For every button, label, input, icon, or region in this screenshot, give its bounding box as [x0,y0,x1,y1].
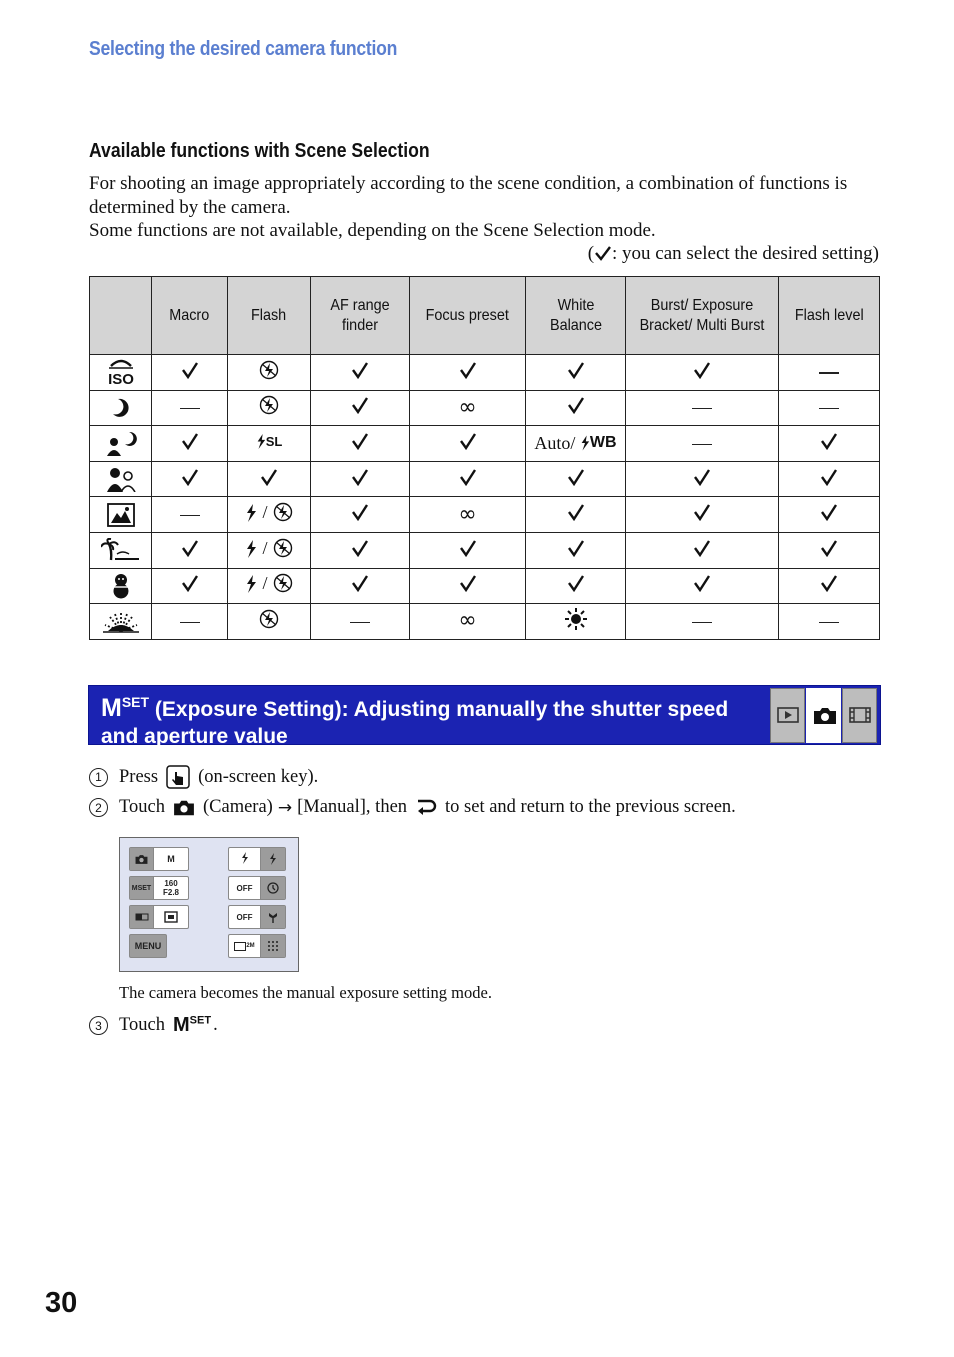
flash-icon [245,575,257,593]
mset-icon: $M^{SET}$ [172,1014,212,1036]
lcd-shutter: 160 [164,879,178,888]
step-text: . [213,1015,218,1035]
playback-icon [777,706,799,724]
check-icon [351,574,369,592]
infinity-mark: ∞ [458,501,477,527]
table-cell [228,390,311,426]
table-cell [311,426,410,462]
separator: / [262,502,268,523]
check-icon [693,361,711,379]
table-cell [311,532,410,568]
check-icon [459,539,477,557]
table-cell [410,355,526,391]
lcd-aperture: F2.8 [162,888,179,897]
table-cell [228,568,311,604]
table-cell [526,355,626,391]
check-icon [820,468,838,486]
table-cell [626,355,779,391]
check-icon [567,361,585,379]
check-icon [459,574,477,592]
check-icon [181,361,199,379]
check-icon [567,503,585,521]
table-cell [152,497,228,533]
lcd-off-label: OFF [236,912,253,922]
table-cell [311,461,410,497]
lcd-mode-label: M [167,854,175,864]
scene-cell [90,497,152,533]
table-cell [526,497,626,533]
twilight-portrait-icon [105,430,137,456]
table-cell [152,390,228,426]
landscape-icon [107,503,135,527]
table-header-scene [90,277,152,355]
table-cell [228,604,311,640]
lcd-caption: The camera becomes the manual exposure setting mode. [119,983,492,1002]
lcd-mode-key [129,847,189,871]
image-size-icon [234,942,246,951]
flash-off-icon [273,502,293,522]
table-cell [626,426,779,462]
flash-off-icon [273,573,293,593]
table-cell [779,355,880,391]
table-cell [311,604,410,640]
check-icon [351,503,369,521]
flash-icon [241,852,249,864]
check-icon [567,574,585,592]
table-cell [311,497,410,533]
scene-cell [90,355,152,391]
scene-cell [90,604,152,640]
table-row [90,604,880,640]
flash-icon [256,434,266,449]
flash-icon [580,435,590,451]
table-cell [626,532,779,568]
dash-mark [819,408,839,409]
step-2 [89,797,736,818]
step-text: (on-screen key). [198,766,319,787]
scene-cell [90,568,152,604]
step-text: Press [119,766,159,787]
svg-text:ISO: ISO [107,371,134,387]
flash-icon [269,853,277,865]
flash-off-icon [273,538,293,558]
scene-cell [90,390,152,426]
flash-off-icon [259,360,279,380]
table-cell [152,568,228,604]
dash-mark [180,622,200,623]
check-icon [693,539,711,557]
beach-icon [101,538,141,562]
table-row [90,390,880,426]
mset-icon: $M^{SET}$ [101,694,150,722]
lcd-mset-label: MSET [130,877,154,899]
check-icon [181,468,199,486]
dash-mark [819,372,839,373]
step-number: 1 [89,768,108,787]
intro-line-1: For shooting an image appropriately according to the scene condition, a combination of functions is determined by the camera. [89,173,848,218]
check-icon [567,468,585,486]
dash-mark [350,622,370,623]
camera-icon [173,799,195,817]
banner-title [101,689,761,750]
lcd-selftimer-key [228,876,286,900]
table-cell [410,497,526,533]
macro-tulip-icon [267,911,279,923]
page-number: 30 [45,1287,78,1319]
table-cell [779,532,880,568]
table-header-row [90,277,880,355]
check-icon [820,503,838,521]
table-cell [228,461,311,497]
step-text: (Camera) [202,797,273,817]
table-header-white-balance: White Balance [526,277,626,355]
lcd-screen-illustration [119,837,299,972]
table-header-burst: Burst/ Exposure Bracket/ Multi Burst [626,277,779,355]
movie-icon [849,706,871,724]
lcd-menu-key: MENU [129,934,167,958]
table-cell [526,604,626,640]
table-row [90,497,880,533]
dash-mark [180,515,200,516]
step-text: [Manual], then [297,797,408,817]
table-header-focus-preset: Focus preset [410,277,526,355]
check-icon [693,503,711,521]
intro-line-2: Some functions are not available, depending on the Scene Selection mode. [89,220,656,241]
check-icon [351,361,369,379]
flash-icon [245,540,257,558]
exposure-setting-banner [88,685,881,748]
lcd-size-label: 2M [246,943,255,949]
table-cell [626,604,779,640]
table-cell [410,461,526,497]
check-icon [181,432,199,450]
separator: / [262,537,268,558]
table-row [90,426,880,462]
table-cell [526,532,626,568]
table-cell [410,390,526,426]
check-icon [820,432,838,450]
table-cell [526,461,626,497]
check-icon [567,539,585,557]
scene-functions-table [89,276,880,640]
table-cell [152,461,228,497]
mode-playback [770,688,805,743]
high-sensitivity-iso-icon [106,358,136,386]
auto-flash-wb: Auto/ WB [534,432,617,453]
check-icon [459,432,477,450]
table-cell [410,532,526,568]
table-cell [410,568,526,604]
flash-off-icon [259,609,279,629]
dash-mark [692,622,712,623]
camera-icon [135,854,148,865]
dash-mark [692,444,712,445]
table-cell [152,426,228,462]
table-header-flash-level: Flash level [779,277,880,355]
table-cell [526,426,626,462]
check-icon [351,539,369,557]
table-cell [152,532,228,568]
table-cell [311,355,410,391]
return-icon [415,798,437,818]
table-cell [228,426,311,462]
check-icon [693,574,711,592]
table-cell [152,355,228,391]
step-number: 2 [89,798,108,817]
table-cell [410,426,526,462]
table-cell [626,497,779,533]
step-number: 3 [89,1016,108,1035]
fireworks-icon [102,609,140,633]
table-cell [779,497,880,533]
legend-note: ( : you can select the desired setting) [587,243,879,264]
lcd-image-size-key [228,934,286,958]
slow-sync-icon: SL [256,434,283,449]
running-head: Selecting the desired camera function [89,38,398,60]
mode-camera [806,688,841,743]
table-cell [311,390,410,426]
step-text: Touch [119,797,165,817]
check-icon [351,432,369,450]
step-3 [89,1014,218,1037]
scene-cell [90,461,152,497]
lcd-macro-key [228,905,286,929]
table-row [90,568,880,604]
table-cell [626,461,779,497]
arrow-icon: → [277,797,293,818]
table-cell [152,604,228,640]
flash-icon [245,504,257,522]
table-header-macro: Macro [152,277,228,355]
infinity-mark: ∞ [458,394,477,420]
check-icon [260,468,278,486]
table-cell [526,390,626,426]
table-cell [626,568,779,604]
infinity-mark: ∞ [458,608,477,634]
check-icon [181,574,199,592]
table-cell [228,532,311,568]
lcd-mset-key [129,876,189,900]
dash-mark [180,408,200,409]
table-cell [779,426,880,462]
scene-cell [90,532,152,568]
dash-mark [692,408,712,409]
table-cell [779,390,880,426]
check-icon [459,468,477,486]
brightness-icon [135,912,149,922]
table-cell [311,568,410,604]
intro-text [89,172,879,243]
table-cell [228,355,311,391]
table-cell [779,604,880,640]
camera-icon [813,706,837,726]
flash-wb-icon: WB [580,434,617,452]
snow-icon [110,573,132,599]
check-icon [693,468,711,486]
table-cell [779,568,880,604]
step-text: to set and return to the previous screen. [445,797,736,817]
lcd-metering-key [129,905,189,929]
table-cell [410,604,526,640]
table-header-flash: Flash [228,277,311,355]
quality-dots-icon [267,940,279,952]
table-cell [228,497,311,533]
table-row [90,355,880,391]
check-icon [594,245,612,261]
check-icon [351,396,369,414]
legend-note-text: : you can select the desired setting) [612,243,879,264]
flash-off-icon [259,395,279,415]
table-cell [779,461,880,497]
table-cell [526,568,626,604]
check-icon [459,361,477,379]
check-icon [351,468,369,486]
step-text: Touch [119,1015,165,1035]
section-heading: Available functions with Scene Selection [89,140,430,162]
twilight-moon-icon [110,397,132,419]
check-icon [181,539,199,557]
soft-snap-icon [106,466,136,492]
check-icon [820,574,838,592]
daylight-icon [564,607,588,631]
table-row [90,532,880,568]
separator: / [262,573,268,594]
touch-key-icon [166,765,190,789]
check-icon [820,539,838,557]
step-1 [89,765,318,789]
metering-icon [164,911,178,923]
dash-mark [819,622,839,623]
mode-movie [842,688,877,743]
scene-cell [90,426,152,462]
self-timer-icon [267,882,279,894]
table-row [90,461,880,497]
banner-title-text: (Exposure Setting): Adjusting manually the shutter speed and aperture value [101,698,729,748]
lcd-flash-key [228,847,286,871]
table-header-af-range: AF range finder [311,277,410,355]
check-icon [567,396,585,414]
table-cell [626,390,779,426]
lcd-off-label: OFF [236,883,253,893]
